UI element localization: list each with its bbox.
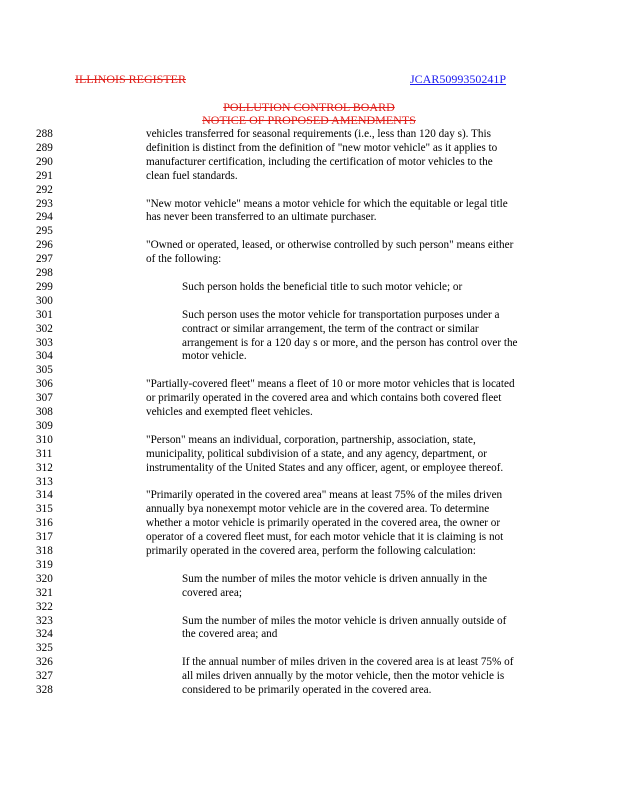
line-text: arrangement is for a 120 day s or more, and the person has control over the bbox=[182, 336, 518, 349]
line-number: 288 bbox=[36, 128, 53, 140]
line-number: 305 bbox=[36, 364, 53, 377]
line-text: considered to be primarily operated in the covered area. bbox=[182, 684, 432, 696]
text-line bbox=[0, 197, 618, 211]
line-text: clean fuel standards. bbox=[146, 169, 238, 182]
line-number: 320 bbox=[36, 572, 53, 585]
text-line bbox=[0, 210, 618, 224]
line-number: 302 bbox=[36, 322, 53, 335]
line-number: 297 bbox=[36, 253, 53, 266]
text-line bbox=[0, 461, 618, 475]
text-line bbox=[0, 475, 618, 489]
line-number: 303 bbox=[36, 336, 53, 349]
text-line bbox=[0, 141, 618, 155]
line-number: 296 bbox=[36, 239, 53, 252]
text-line bbox=[0, 322, 618, 336]
text-line bbox=[0, 544, 618, 558]
line-number: 321 bbox=[36, 586, 53, 599]
text-line bbox=[0, 169, 618, 183]
line-text: definition is distinct from the definition of "new motor vehicle" as it applies to bbox=[146, 141, 498, 154]
line-text: operator of a covered fleet must, for each motor vehicle that it is claiming is not bbox=[146, 531, 504, 544]
text-line bbox=[0, 447, 618, 461]
line-number: 313 bbox=[36, 475, 53, 488]
line-number: 317 bbox=[36, 531, 53, 544]
text-line bbox=[0, 586, 618, 600]
text-line bbox=[0, 308, 618, 322]
text-line bbox=[0, 238, 618, 252]
text-line bbox=[0, 433, 618, 447]
text-line bbox=[0, 349, 618, 363]
text-line bbox=[0, 488, 618, 502]
line-number: 291 bbox=[36, 169, 53, 182]
line-number: 323 bbox=[36, 614, 53, 627]
line-text: annually bya nonexempt motor vehicle are in the covered area. To determine bbox=[146, 503, 490, 516]
line-number: 324 bbox=[36, 628, 53, 641]
text-line bbox=[0, 600, 618, 614]
line-number: 325 bbox=[36, 642, 53, 655]
line-text: "Owned or operated, leased, or otherwise controlled by such person" means either bbox=[146, 239, 514, 252]
text-line bbox=[0, 377, 618, 391]
line-text: motor vehicle. bbox=[182, 350, 247, 363]
text-line bbox=[0, 280, 618, 294]
line-number: 318 bbox=[36, 545, 53, 557]
line-text: primarily operated in the covered area, perform the following calculation: bbox=[146, 545, 476, 557]
line-number: 315 bbox=[36, 503, 53, 516]
line-text: Such person holds the beneficial title to such motor vehicle; or bbox=[182, 280, 463, 293]
line-number: 312 bbox=[36, 461, 53, 474]
line-text: "Primarily operated in the covered area" means at least 75% of the miles driven bbox=[146, 489, 503, 502]
line-number: 300 bbox=[36, 294, 53, 307]
text-line bbox=[0, 419, 618, 433]
text-line bbox=[0, 266, 618, 280]
text-line bbox=[0, 572, 618, 586]
line-number: 293 bbox=[36, 197, 53, 210]
text-line bbox=[0, 405, 618, 419]
line-text: "Person" means an individual, corporation, partnership, association, state, bbox=[146, 433, 476, 446]
text-line bbox=[0, 363, 618, 377]
line-number: 295 bbox=[36, 225, 53, 238]
text-line bbox=[0, 516, 618, 530]
line-text: instrumentality of the United States and any officer, agent, or employee thereof. bbox=[146, 461, 504, 474]
text-line bbox=[0, 669, 618, 683]
text-line bbox=[0, 252, 618, 266]
line-number: 308 bbox=[36, 406, 53, 418]
line-text: Sum the number of miles the motor vehicle is driven annually in the bbox=[182, 572, 488, 585]
line-number: 292 bbox=[36, 183, 53, 196]
line-number: 301 bbox=[36, 308, 53, 321]
line-text: Such person uses the motor vehicle for transportation purposes under a bbox=[182, 308, 500, 321]
line-text: all miles driven annually by the motor vehicle, then the motor vehicle is bbox=[182, 670, 505, 683]
text-line bbox=[0, 502, 618, 516]
line-text: whether a motor vehicle is primarily operated in the covered area, the owner or bbox=[146, 517, 501, 530]
line-text: has never been transferred to an ultimate purchaser. bbox=[146, 211, 377, 224]
line-text: vehicles transferred for seasonal requirements (i.e., less than 120 day s). This bbox=[146, 128, 491, 140]
line-number: 309 bbox=[36, 419, 53, 432]
line-number: 289 bbox=[36, 141, 53, 154]
line-number: 314 bbox=[36, 489, 53, 502]
line-number: 319 bbox=[36, 558, 53, 571]
line-number: 307 bbox=[36, 392, 53, 405]
text-line bbox=[0, 530, 618, 544]
line-text: covered area; bbox=[182, 586, 242, 599]
line-text: the covered area; and bbox=[182, 628, 278, 641]
line-text: municipality, political subdivision of a state, and any agency, department, or bbox=[146, 447, 487, 460]
line-number: 310 bbox=[36, 433, 53, 446]
line-number: 299 bbox=[36, 280, 53, 293]
text-line bbox=[0, 391, 618, 405]
text-line bbox=[0, 336, 618, 350]
line-text: "New motor vehicle" means a motor vehicle for which the equitable or legal title bbox=[146, 197, 508, 210]
text-line bbox=[0, 655, 618, 669]
text-line bbox=[0, 627, 618, 641]
line-number: 316 bbox=[36, 517, 53, 530]
register-header: ILLINOIS REGISTER bbox=[75, 72, 186, 86]
line-number: 327 bbox=[36, 670, 53, 683]
line-number: 311 bbox=[36, 447, 53, 460]
text-line bbox=[0, 558, 618, 572]
text-line bbox=[0, 641, 618, 655]
line-text: If the annual number of miles driven in the covered area is at least 75% of bbox=[182, 656, 514, 669]
text-line bbox=[0, 614, 618, 628]
line-text: "Partially-covered fleet" means a fleet of 10 or more motor vehicles that is located bbox=[146, 378, 515, 391]
text-line bbox=[0, 683, 618, 697]
line-text: contract or similar arrangement, the term of the contract or similar bbox=[182, 322, 479, 335]
line-number: 298 bbox=[36, 267, 53, 279]
line-number: 294 bbox=[36, 211, 53, 224]
line-number: 304 bbox=[36, 350, 53, 363]
line-number: 328 bbox=[36, 684, 53, 696]
text-line bbox=[0, 155, 618, 169]
notice-heading: NOTICE OF PROPOSED AMENDMENTS bbox=[202, 113, 416, 127]
line-number: 290 bbox=[36, 155, 53, 168]
line-text: manufacturer certification, including the certification of motor vehicles to the bbox=[146, 155, 493, 168]
line-number: 326 bbox=[36, 656, 53, 669]
line-text: or primarily operated in the covered area and which contains both covered fleet bbox=[146, 392, 502, 405]
text-line bbox=[0, 224, 618, 238]
board-heading: POLLUTION CONTROL BOARD bbox=[223, 100, 395, 114]
line-text: of the following: bbox=[146, 253, 222, 266]
line-text: Sum the number of miles the motor vehicle is driven annually outside of bbox=[182, 614, 507, 627]
document-id-link[interactable]: JCAR5099350241P bbox=[410, 72, 507, 86]
text-line bbox=[0, 294, 618, 308]
line-text: vehicles and exempted fleet vehicles. bbox=[146, 406, 313, 418]
text-line bbox=[0, 127, 618, 141]
line-number: 306 bbox=[36, 378, 53, 391]
line-number: 322 bbox=[36, 600, 53, 613]
text-line bbox=[0, 183, 618, 197]
